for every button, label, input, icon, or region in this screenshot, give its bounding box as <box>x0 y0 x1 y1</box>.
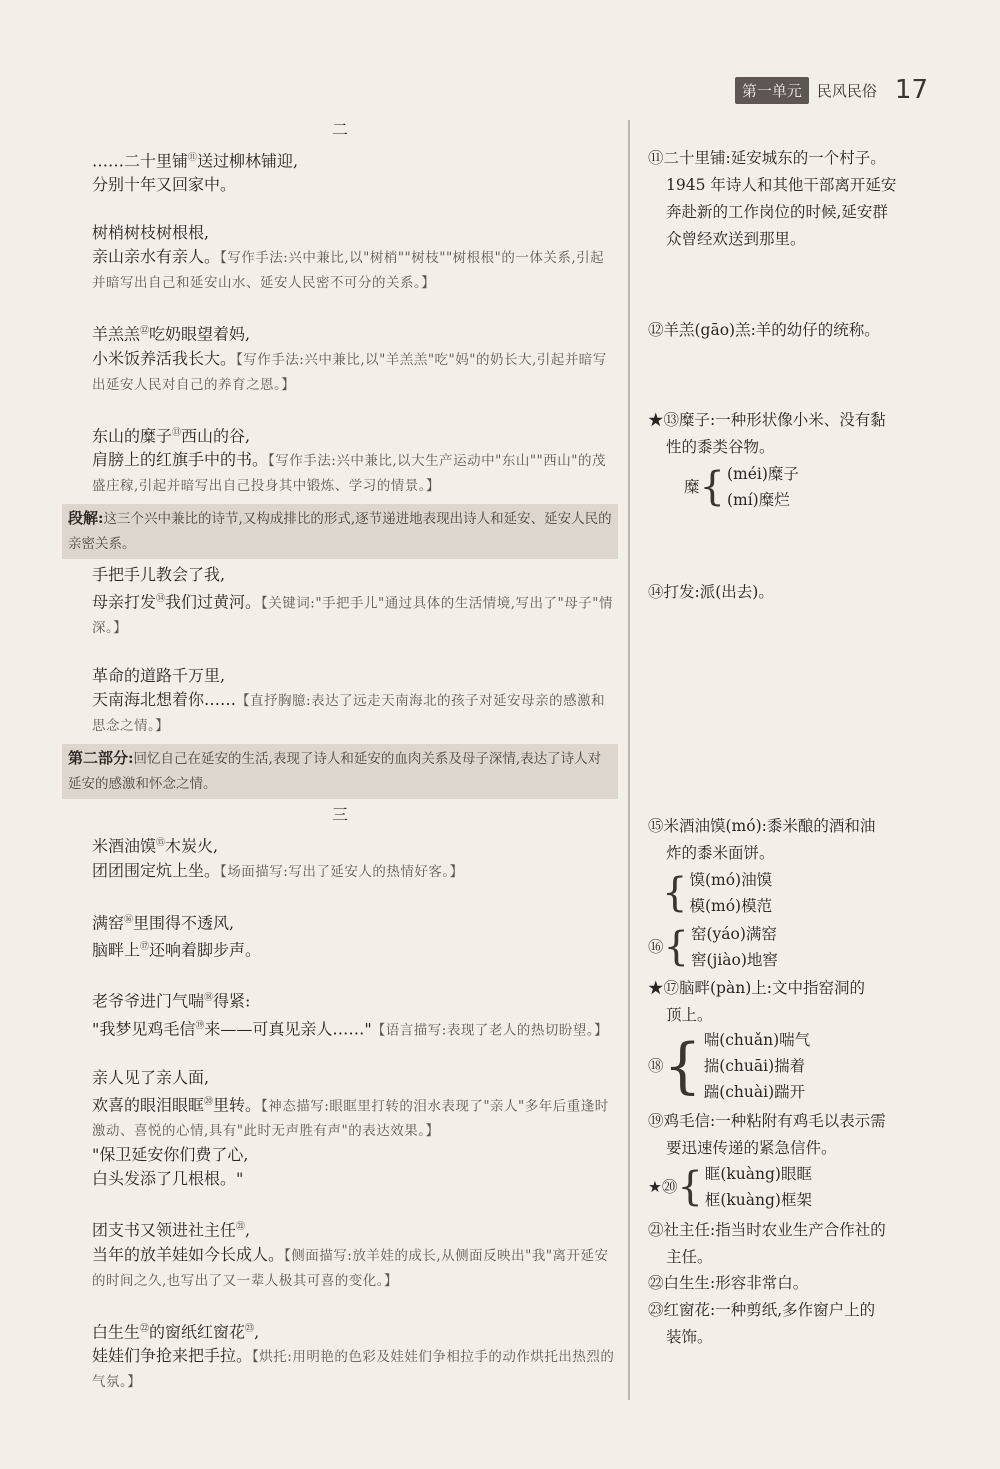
stanza <box>62 146 618 197</box>
stanza <box>62 421 618 498</box>
footnote-22: ㉒白生生:形容非常白。 <box>648 1274 809 1292</box>
poem-line: 亲山亲水有亲人。【写作手法:兴中兼比,以"树梢""树枝""树根根"的一体关系,引起并暗写出自己和延安山水、延安人民密不可分的关系。】 <box>92 247 605 292</box>
stanza <box>62 831 618 883</box>
brace-icon: { <box>663 1031 702 1101</box>
poem-line: 小米饭养活我长大。【写作手法:兴中兼比,以"羊羔羔"吃"妈"的奶长大,引起并暗写出延安人民对自己的养育之恩。】 <box>92 348 607 393</box>
poem-line: 团支书又领进社主任$^㉑$, <box>92 1220 251 1240</box>
brace-icon: { <box>662 870 688 916</box>
stanza <box>62 1143 618 1191</box>
poem-line: 羊羔羔⑫吃奶眼望着妈, <box>92 324 251 344</box>
paragraph-analysis-box: 段解:这三个兴中兼比的诗节,又构成排比的形式,逐节递进地表现出诗人和延安、延安人民的亲密关系。 <box>62 504 618 559</box>
stanza <box>62 1317 618 1394</box>
annotation: 【写作手法:兴中兼比,以"树梢""树枝""树根根"的一体关系,引起并暗写出自己和延安山水、延安人民密不可分的关系。】 <box>92 250 605 292</box>
footnote-15: ⑮米酒油馍(mó):黍米酿的酒和油 炸的黍米面饼。 { 馍(mó)油馍 模(mó)模范 <box>648 813 930 919</box>
poem-line: 白头发添了几根根。" <box>92 1169 244 1189</box>
footnote-16 <box>648 921 930 973</box>
stanza <box>62 1215 618 1292</box>
poem-line: 娃娃们争抢来把手拉。【烘托:用明艳的色彩及娃娃们争相拉手的动作烘托出热烈的气氛。】 <box>92 1345 615 1390</box>
stanza <box>62 664 618 738</box>
poem-line: 脑畔上⑰还响着脚步声。 <box>92 940 262 960</box>
poem-line: 分别十年又回家中。 <box>92 175 237 195</box>
poem-line: 革命的道路千万里, <box>92 666 226 686</box>
section-title-2: 二 <box>331 120 348 139</box>
part-summary-box: 第二部分:回忆自己在延安的生活,表现了诗人和延安的血肉关系及母子深情,表达了诗人对延安的感激和怀念之情。 <box>62 744 618 799</box>
footnote-20 <box>648 1161 930 1213</box>
pronunciation-group: ⑯ { 窑(yáo)满窑 窖(jiào)地窖 <box>648 924 778 970</box>
stanza <box>62 319 618 396</box>
poem-line: 肩膀上的红旗手中的书。【写作手法:兴中兼比,以大生产运动中"东山""西山"的茂盛庄稼,引起并暗写出自己投身其中锻炼、学习的情景。】 <box>92 449 606 494</box>
poem-line: 当年的放羊娃如今长成人。【侧面描写:放羊娃的成长,从侧面反映出"我"离开延安的时间之久,也写出了又一辈人极其可喜的变化。】 <box>92 1244 609 1289</box>
annotation: 【关键词:"手把手儿"通过具体的生活情境,写出了"母子"情深。】 <box>92 595 613 637</box>
poem-line: 天南海北想着你……【直抒胸臆:表达了远走天南海北的孩子对延安母亲的感激和思念之情。】 <box>92 690 606 735</box>
poem-line: "我梦见鸡毛信⑲来——可真见亲人……"【语言描写:表现了老人的热切盼望。】 <box>92 1018 609 1038</box>
stanza <box>62 1066 618 1143</box>
poem-line: 米酒油馍⑮木炭火, <box>92 836 219 856</box>
poem-line: 手把手儿教会了我, <box>92 564 226 584</box>
brace-icon: { <box>663 924 689 970</box>
poem-line: 满窑⑯里围得不透风, <box>92 912 235 932</box>
footnote-18 <box>648 1027 930 1105</box>
poem-column <box>62 118 618 1418</box>
poem-line: 欢喜的眼泪眼眶⑳里转。【神态描写:眼眶里打转的泪水表现了"亲人"多年后重逢时激动、喜悦的心情,具有"此时无声胜有声"的表达效果。】 <box>92 1095 609 1140</box>
stanza <box>62 908 618 963</box>
brace-icon: { <box>699 464 725 510</box>
annotation: 【神态描写:眼眶里打转的泪水表现了"亲人"多年后重逢时激动、喜悦的心情,具有"此时无声胜有声"的表达效果。】 <box>92 1098 609 1140</box>
annotation: 【语言描写:表现了老人的热切盼望。】 <box>371 1021 609 1038</box>
page-number: 17 <box>894 75 928 105</box>
unit-label: 第一单元 <box>735 77 809 104</box>
page-header <box>735 75 928 105</box>
annotation: 【写作手法:兴中兼比,以"羊羔羔"吃"妈"的奶长大,引起并暗写出延安人民对自己的养育之恩。】 <box>92 351 607 393</box>
unit-subtitle: 民风民俗 <box>816 81 877 100</box>
poem-line: 老爷爷进门气喘⑱得紧: <box>92 991 251 1011</box>
annotation: 【侧面描写:放羊娃的成长,从侧面反映出"我"离开延安的时间之久,也写出了又一辈人极其可喜的变化。】 <box>92 1247 609 1289</box>
poem-line: "保卫延安你们费了心, <box>92 1145 249 1165</box>
poem-line: 东山的糜子⑬西山的谷, <box>92 425 251 445</box>
pronunciation-group: ⑱ { 喘(chuǎn)喘气 揣(chuāi)揣着 踹(chuài)踹开 <box>648 1031 811 1101</box>
pronunciation-group: 糜 { (méi)糜子 (mí)糜烂 <box>684 464 799 510</box>
footnote-23: ㉓红窗花:一种剪纸,多作窗户上的 装饰。 <box>648 1301 876 1346</box>
footnote-17: ★⑰脑畔(pàn)上:文中指窑洞的 顶上。 <box>648 979 865 1024</box>
pronunciation-group: { 馍(mó)油馍 模(mó)模范 <box>662 870 773 916</box>
poem-line: 团团围定炕上坐。【场面描写:写出了延安人的热情好客。】 <box>92 860 464 880</box>
footnote-19: ⑲鸡毛信:一种粘附有鸡毛以表示需 要迅速传递的紧急信件。 <box>648 1112 886 1157</box>
footnote-12: ⑫羊羔(gāo)羔:羊的幼仔的统称。 <box>648 321 880 339</box>
annotation: 【写作手法:兴中兼比,以大生产运动中"东山""西山"的茂盛庄稼,引起并暗写出自己投身其中锻炼、学习的情景。】 <box>92 452 606 494</box>
column-divider <box>628 120 630 1400</box>
footnote-21: ㉑社主任:指当时农业生产合作社的 主任。 <box>648 1221 886 1266</box>
stanza <box>62 221 618 295</box>
poem-line: 母亲打发⑭我们过黄河。【关键词:"手把手儿"通过具体的生活情境,写出了"母子"情深。】 <box>92 592 613 637</box>
annotation: 【烘托:用明艳的色彩及娃娃们争相拉手的动作烘托出热烈的气氛。】 <box>92 1348 615 1390</box>
annotation: 【场面描写:写出了延安人的热情好客。】 <box>220 863 464 880</box>
annotation: 【直抒胸臆:表达了远走天南海北的孩子对延安母亲的感激和思念之情。】 <box>92 693 606 735</box>
poem-line: 树梢树枝树根根, <box>92 223 210 243</box>
poem-line: ……二十里铺⑪送过柳林铺迎, <box>92 151 299 171</box>
stanza <box>62 986 618 1042</box>
pronunciation-group: ★⑳ { 眶(kuàng)眼眶 框(kuàng)框架 <box>648 1164 812 1210</box>
stanza <box>62 563 618 640</box>
brace-icon: { <box>677 1164 703 1210</box>
poem-line: 亲人见了亲人面, <box>92 1067 210 1087</box>
footnote-11: ⑪二十里铺:延安城东的一个村子。 1945 年诗人和其他干部离开延安 奔赴新的工作岗位的时候,延安群 众曾经欢送到那里。 <box>648 149 897 248</box>
poem-line: 白生生$^㉒$的窗纸红窗花$^㉓$, <box>92 1321 260 1341</box>
section-title-3: 三 <box>331 805 348 825</box>
footnote-13: ★⑬糜子:一种形状像小米、没有黏 性的黍类谷物。 糜 { (méi)糜子 (mí)糜烂 <box>648 407 930 513</box>
footnote-14: ⑭打发:派(出去)。 <box>648 583 774 601</box>
